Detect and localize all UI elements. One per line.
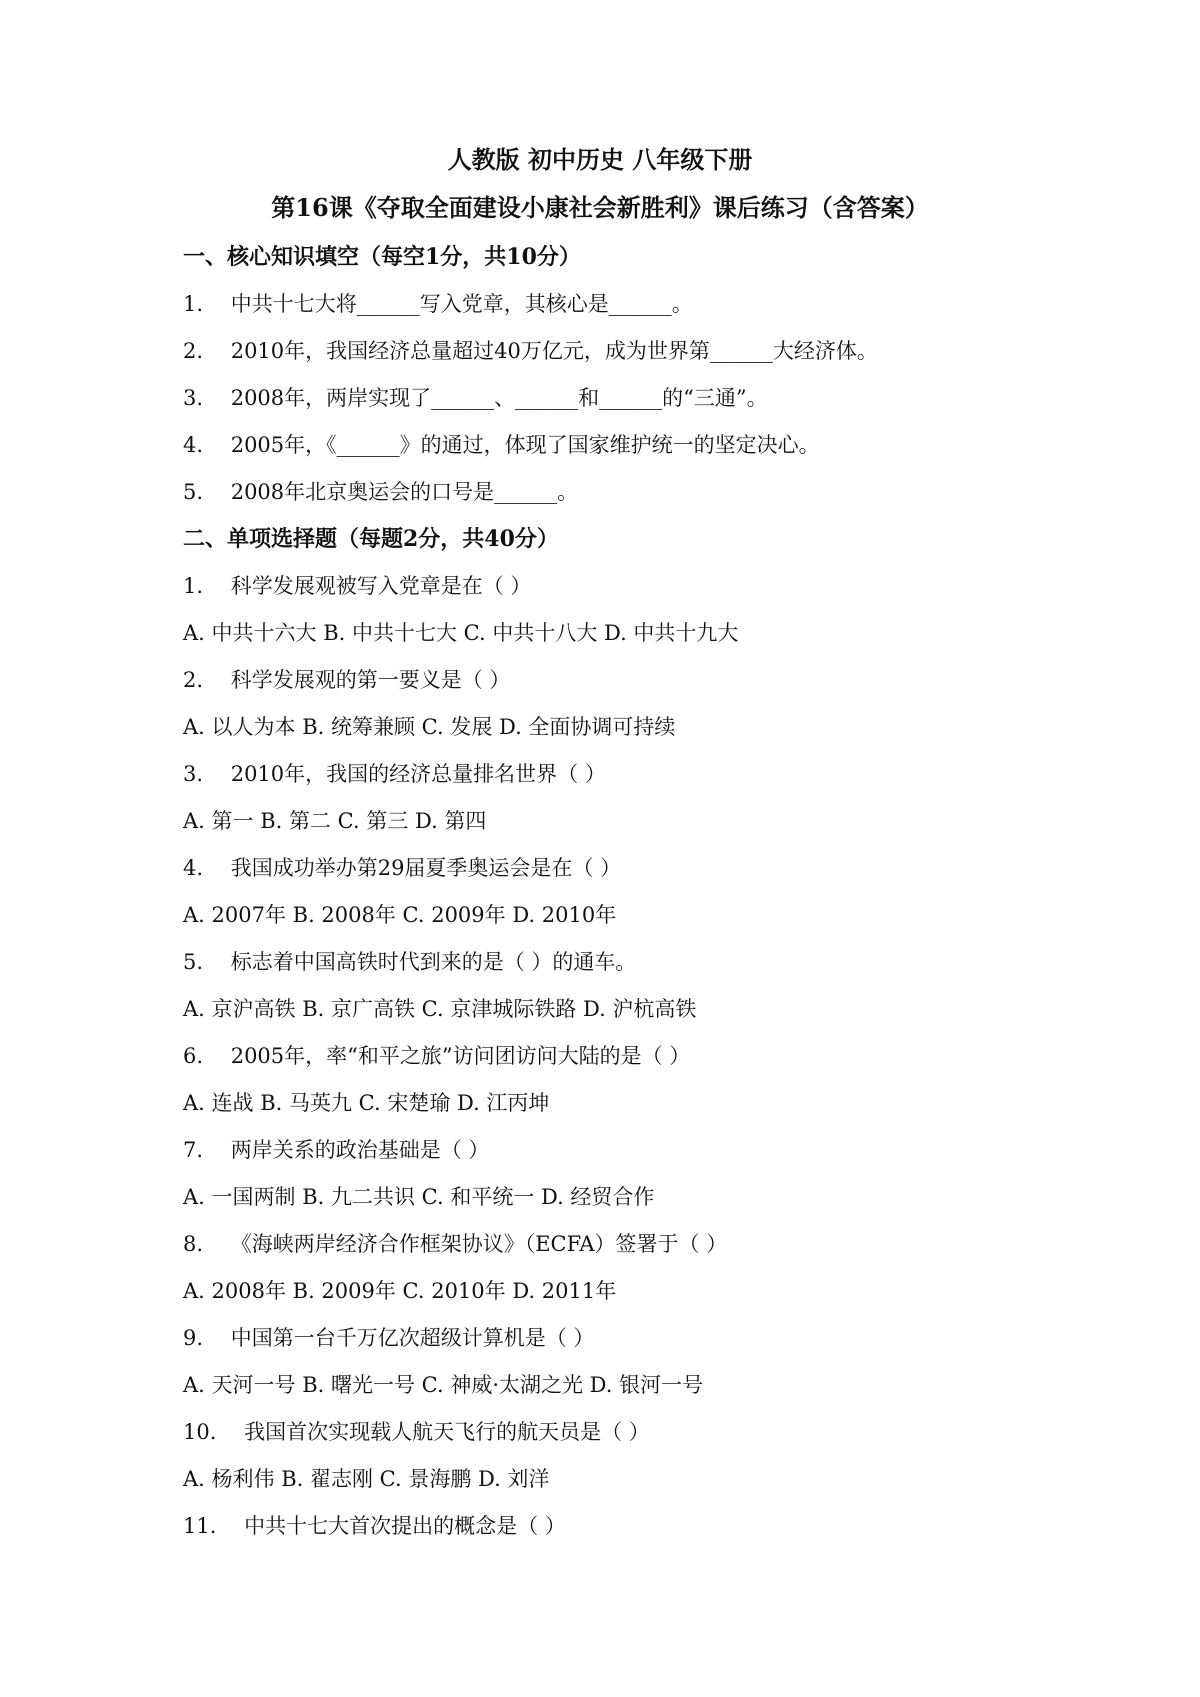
choice-question-6: 6. 2005年，率“和平之旅”访问团访问大陆的是（ ） xyxy=(183,1044,691,1068)
choice-question-7: 7. 两岸关系的政治基础是（ ） xyxy=(183,1138,490,1162)
fill-question-3: 3. 2008年，两岸实现了______、______和______的“三通”。 xyxy=(183,386,768,410)
choice-question-4: 4. 我国成功举办第29届夏季奥运会是在（ ） xyxy=(183,856,622,880)
choice-options-7: A. 一国两制 B. 九二共识 C. 和平统一 D. 经贸合作 xyxy=(183,1185,655,1209)
choice-question-3: 3. 2010年，我国的经济总量排名世界（ ） xyxy=(183,762,606,786)
document-subtitle: 第16课《夺取全面建设小康社会新胜利》课后练习（含答案） xyxy=(271,193,929,222)
choice-options-9: A. 天河一号 B. 曙光一号 C. 神威·太湖之光 D. 银河一号 xyxy=(183,1373,704,1397)
fill-question-4: 4. 2005年，《______》的通过，体现了国家维护统一的坚定决心。 xyxy=(183,433,820,457)
choice-options-8: A. 2008年 B. 2009年 C. 2010年 D. 2011年 xyxy=(183,1279,617,1303)
choice-question-8: 8. 《海峡两岸经济合作框架协议》（ECFA）签署于（ ） xyxy=(183,1232,728,1256)
choice-question-5: 5. 标志着中国高铁时代到来的是（ ）的通车。 xyxy=(183,950,637,974)
choice-question-11: 11. 中共十七大首次提出的概念是（ ） xyxy=(183,1514,566,1538)
choice-options-1: A. 中共十六大 B. 中共十七大 C. 中共十八大 D. 中共十九大 xyxy=(183,621,739,645)
choice-options-10: A. 杨利伟 B. 翟志刚 C. 景海鹏 D. 刘洋 xyxy=(183,1467,550,1491)
choice-question-2: 2. 科学发展观的第一要义是（ ） xyxy=(183,668,511,692)
choice-question-9: 9. 中国第一台千万亿次超级计算机是（ ） xyxy=(183,1326,595,1350)
document-title: 人教版 初中历史 八年级下册 xyxy=(447,145,753,174)
choice-question-1: 1. 科学发展观被写入党章是在（ ） xyxy=(183,574,532,598)
choice-question-10: 10. 我国首次实现载人航天飞行的航天员是（ ） xyxy=(183,1420,650,1444)
fill-question-5: 5. 2008年北京奥运会的口号是______。 xyxy=(183,480,579,504)
section-1-heading: 一、核心知识填空（每空1分，共10分） xyxy=(183,244,581,270)
choice-options-5: A. 京沪高铁 B. 京广高铁 C. 京津城际铁路 D. 沪杭高铁 xyxy=(183,997,697,1021)
choice-options-3: A. 第一 B. 第二 C. 第三 D. 第四 xyxy=(183,809,487,833)
section-2-heading: 二、单项选择题（每题2分，共40分） xyxy=(183,526,559,552)
fill-question-2: 2. 2010年，我国经济总量超过40万亿元，成为世界第______大经济体。 xyxy=(183,339,878,363)
choice-options-4: A. 2007年 B. 2008年 C. 2009年 D. 2010年 xyxy=(183,903,617,927)
choice-options-6: A. 连战 B. 马英九 C. 宋楚瑜 D. 江丙坤 xyxy=(183,1091,550,1115)
choice-options-2: A. 以人为本 B. 统筹兼顾 C. 发展 D. 全面协调可持续 xyxy=(183,715,676,739)
fill-question-1: 1. 中共十七大将______写入党章，其核心是______。 xyxy=(183,292,693,316)
